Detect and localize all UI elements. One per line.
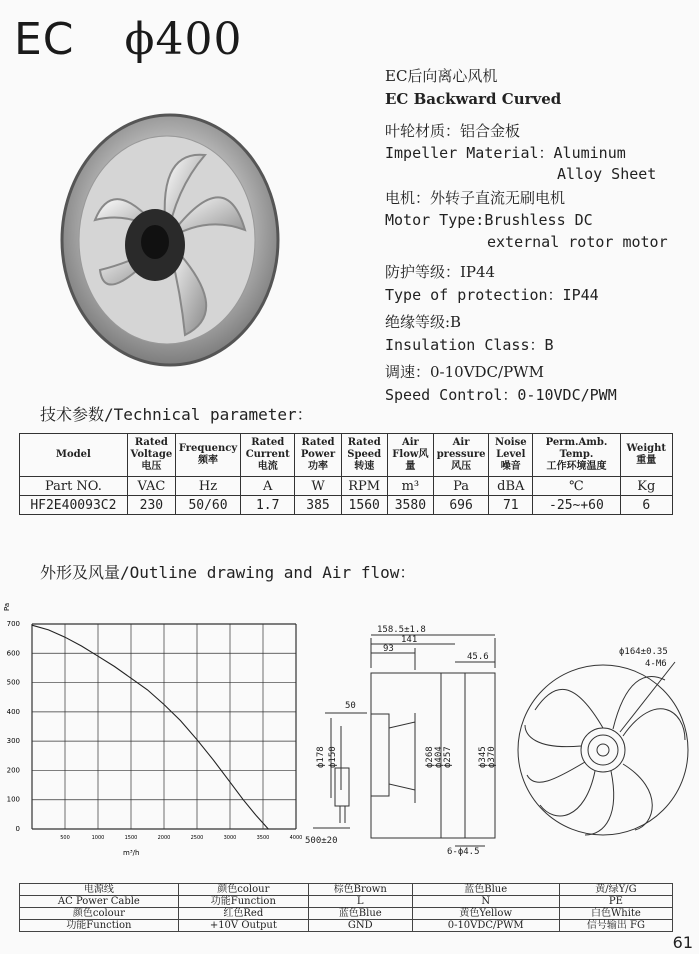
tech-header-line: 频率 <box>198 455 219 466</box>
tech-header-line: Air <box>401 437 419 448</box>
tech-header-cell <box>489 434 533 477</box>
tech-header-line: Noise <box>494 437 527 448</box>
tech-unit-cell: m³ <box>387 477 433 496</box>
chart-y-tick-label: 100 <box>6 795 20 804</box>
tech-table-header-row <box>20 434 673 477</box>
chart-x-tick-label: 3000 <box>223 835 237 841</box>
tech-header-line: Rated <box>347 437 381 448</box>
tech-header-line: 工作环境温度 <box>546 461 607 472</box>
spec-motor-en: Motor Type:Brushless DC <box>385 211 593 229</box>
tech-header-cell <box>295 434 341 477</box>
chart-y-tick-label: 200 <box>6 766 20 775</box>
tech-header-line: Weight <box>626 443 667 454</box>
tech-value-cell: 696 <box>433 496 488 515</box>
tech-header-line: Frequency <box>178 443 238 454</box>
tech-header-line: Rated <box>134 437 168 448</box>
wiring-cell: 功能Function <box>178 896 308 908</box>
tech-unit-cell: VAC <box>127 477 175 496</box>
wiring-cell: AC Power Cable <box>20 896 179 908</box>
tech-unit-cell: A <box>241 477 295 496</box>
wiring-cell: N <box>412 896 559 908</box>
spec-motor-cn: 电机：外转子直流无刷电机 <box>385 189 566 207</box>
chart-y-tick-label: 600 <box>6 649 20 658</box>
spec-title-en: EC Backward Curved <box>385 90 562 108</box>
tech-header-cell <box>341 434 387 477</box>
tech-value-cell: 6 <box>620 496 672 515</box>
tech-unit-cell: Pa <box>433 477 488 496</box>
tech-header-cell <box>533 434 620 477</box>
tech-header-line: Perm.Amb. <box>545 437 608 448</box>
tech-header-cell <box>241 434 295 477</box>
wiring-cell: 颜色colour <box>20 908 179 920</box>
wiring-cell: 信号输出 FG <box>559 920 672 932</box>
chart-y-tick-label: 400 <box>6 707 20 716</box>
wiring-cell: 棕色Brown <box>308 884 412 896</box>
dim-phi268: ϕ268 <box>425 746 435 768</box>
wiring-row-4 <box>20 920 673 932</box>
wiring-table <box>19 883 673 932</box>
chart-x-tick-label: 1500 <box>124 835 138 841</box>
tech-value-cell: 1560 <box>341 496 387 515</box>
outline-heading: 外形及风量/Outline drawing and Air flow： <box>40 563 416 582</box>
fan-photo <box>55 110 280 370</box>
wiring-cell: GND <box>308 920 412 932</box>
tech-header-line: Voltage <box>130 449 173 460</box>
wiring-cell: 红色Red <box>178 908 308 920</box>
tech-value-cell: -25~+60 <box>533 496 620 515</box>
wiring-cell: 黄/绿Y/G <box>559 884 672 896</box>
chart-xlabel: m³/h <box>123 849 140 857</box>
tech-table <box>19 433 673 515</box>
spec-motor-en2: external rotor motor <box>487 233 668 251</box>
tech-unit-cell: ℃ <box>533 477 620 496</box>
chart-y-tick-label: 700 <box>6 620 20 628</box>
tech-header-cell <box>620 434 672 477</box>
tech-header-line: Model <box>55 449 91 460</box>
wiring-cell: 白色White <box>559 908 672 920</box>
wiring-row-3 <box>20 908 673 920</box>
air-flow-chart <box>0 598 310 860</box>
tech-header-line: Rated <box>251 437 285 448</box>
tech-header-line: 电压 <box>141 461 162 472</box>
tech-header-line: Current <box>245 449 290 460</box>
wiring-row-1 <box>20 884 673 896</box>
side-view-drawing <box>305 618 520 856</box>
chart-x-tick-label: 4000 <box>289 835 303 841</box>
spec-impeller-en2: Alloy Sheet <box>557 165 657 183</box>
tech-header-line: Level <box>496 449 526 460</box>
dim-phi178: ϕ178 <box>316 746 326 768</box>
tech-value-cell: 230 <box>127 496 175 515</box>
chart-x-tick-label: 500 <box>60 835 70 841</box>
tech-unit-cell: RPM <box>341 477 387 496</box>
front-view-drawing <box>515 640 699 860</box>
chart-y-tick-label: 300 <box>6 737 20 746</box>
title-size: ϕ400 <box>124 14 243 65</box>
tech-heading: 技术参数/Technical parameter： <box>40 405 313 424</box>
wiring-cell: 颜色colour <box>178 884 308 896</box>
tech-value-cell: 1.7 <box>241 496 295 515</box>
chart-y-tick-label: 0 <box>15 825 20 833</box>
wiring-cell: 电源线 <box>20 884 179 896</box>
title-ec: EC <box>14 14 75 65</box>
tech-header-cell <box>127 434 175 477</box>
page-number: 61 <box>672 933 693 952</box>
dim-6-holes: 6-ϕ4.5 <box>447 847 480 856</box>
tech-header-line: 电流 <box>257 461 278 472</box>
spec-impeller-en: Impeller Material：Aluminum <box>385 144 626 162</box>
wiring-cell: L <box>308 896 412 908</box>
tech-value-cell: 3580 <box>387 496 433 515</box>
dim-phi257: ϕ257 <box>443 746 453 768</box>
page-title <box>14 14 243 65</box>
dim-phi150: ϕ150 <box>328 746 338 768</box>
spec-protection-en: Type of protection：IP44 <box>385 286 599 304</box>
tech-header-line: Speed <box>347 449 382 460</box>
wiring-cell: +10V Output <box>178 920 308 932</box>
tech-unit-cell: Kg <box>620 477 672 496</box>
chart-x-tick-label: 1000 <box>91 835 105 841</box>
wiring-cell: 蓝色Blue <box>412 884 559 896</box>
spec-insulation-en: Insulation Class：B <box>385 336 554 354</box>
tech-table-units-row <box>20 477 673 496</box>
wiring-cell: 蓝色Blue <box>308 908 412 920</box>
chart-series-line <box>32 625 268 829</box>
dim-phi345: ϕ345 <box>478 746 488 768</box>
dim-phi164: ϕ164±0.35 <box>619 647 668 657</box>
chart-x-tick-label: 2500 <box>190 835 204 841</box>
wiring-row-2 <box>20 896 673 908</box>
spec-speed-en: Speed Control：0-10VDC/PWM <box>385 386 617 404</box>
spec-title-cn: EC后向离心风机 <box>385 67 498 85</box>
dim-93: 93 <box>383 644 394 654</box>
tech-header-line: 转速 <box>354 461 375 472</box>
tech-header-cell <box>433 434 488 477</box>
wiring-cell: 0-10VDC/PWM <box>412 920 559 932</box>
tech-table-values-row <box>20 496 673 515</box>
tech-unit-cell: W <box>295 477 341 496</box>
tech-header-line: pressure <box>436 449 486 460</box>
dim-141: 141 <box>401 635 418 645</box>
tech-unit-cell: dBA <box>489 477 533 496</box>
tech-header-line: Flow风 <box>392 449 429 460</box>
tech-header-line: Power <box>300 449 336 460</box>
tech-value-cell: 50/60 <box>176 496 241 515</box>
dim-45-6: 45.6 <box>467 652 489 662</box>
wiring-cell: PE <box>559 896 672 908</box>
tech-header-line: 量 <box>405 461 416 472</box>
dim-50: 50 <box>345 701 356 711</box>
tech-unit-cell: Hz <box>176 477 241 496</box>
dim-phi370: ϕ370 <box>487 746 497 768</box>
tech-header-cell <box>387 434 433 477</box>
tech-header-line: 功率 <box>308 461 329 472</box>
tech-unit-cell: Part NO. <box>20 477 128 496</box>
tech-header-cell <box>176 434 241 477</box>
tech-header-line: Rated <box>301 437 335 448</box>
tech-value-cell: 385 <box>295 496 341 515</box>
dim-500: 500±20 <box>305 836 338 846</box>
tech-header-line: 重量 <box>636 455 657 466</box>
tech-header-line: Air <box>452 437 470 448</box>
tech-value-cell: 71 <box>489 496 533 515</box>
spec-speed-cn: 调速：0-10VDC/PWM <box>385 363 544 381</box>
tech-header-line: 噪音 <box>500 461 521 472</box>
spec-protection-cn: 防护等级：IP44 <box>385 263 496 281</box>
tech-header-cell <box>20 434 128 477</box>
dim-4-m6: 4-M6 <box>645 659 667 669</box>
chart-x-tick-label: 2000 <box>157 835 171 841</box>
tech-header-line: 风压 <box>451 461 472 472</box>
wiring-cell: 功能Function <box>20 920 179 932</box>
dim-phi404: ϕ404 <box>434 746 444 768</box>
wiring-cell: 黄色Yellow <box>412 908 559 920</box>
tech-value-cell: HF2E40093C2 <box>20 496 128 515</box>
tech-header-line: Temp. <box>559 449 594 460</box>
chart-ylabel: Pa <box>3 602 11 611</box>
chart-y-tick-label: 500 <box>6 678 20 687</box>
spec-impeller-cn: 叶轮材质：铝合金板 <box>385 122 521 140</box>
chart-x-tick-label: 3500 <box>256 835 270 841</box>
dim-158: 158.5±1.8 <box>377 625 426 635</box>
spec-insulation-cn: 绝缘等级:B <box>385 313 462 331</box>
